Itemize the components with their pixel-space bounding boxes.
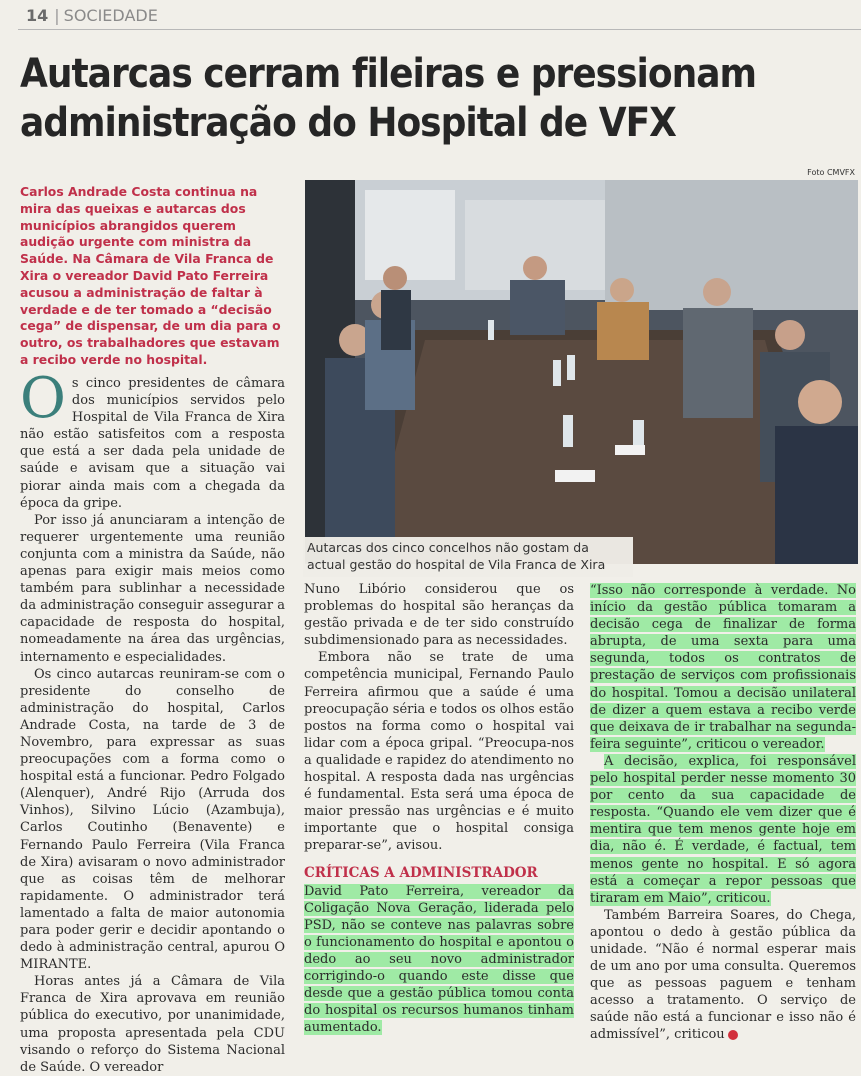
photo-credit: Foto CMVFX xyxy=(807,168,855,177)
article-column-3 xyxy=(590,582,856,1044)
article-paragraph: Também Barreira Soares, do Chega, apontou o dedo à gestão pública da unidade. “Não é normal esperar mais de um ano por uma consulta. Queremos que as pessoas paguem e tenham acesso a tratamento. O serviço de saúde não está a funcionar e isso não é admissível”, criticou xyxy=(590,907,856,1043)
highlighted-text: “Isso não corresponde à verdade. No início da gestão pública tomaram a decisão cega de finalizar de forma abrupta, de uma sexta para uma segunda, todos os contratos de prestação de serviços com profissionais do hospital. Tomou a decisão unilateral de dizer a quem estava a recibo verde que deixava de ir trabalhar na segunda-feira seguinte”, criticou o vereador. xyxy=(590,583,856,752)
article-column-1 xyxy=(20,366,285,1076)
lead-paragraph: Carlos Andrade Costa continua na mira das queixas e autarcas dos municípios abrangidos querem audição urgente com ministra da Saúde. Na Câmara de Vila Franca de Xira o vereador David Pato Ferreira acusou a administração de faltar à verdade e de ter tomado a “decisão cega” de dispensar, de um dia para o outro, os trabalhadores que estavam a recibo verde no hospital. xyxy=(20,184,281,367)
meeting-room-illustration xyxy=(305,180,858,564)
header-rule xyxy=(18,29,861,30)
end-of-article-dot-icon xyxy=(728,1030,738,1040)
article-paragraph: Os cinco presidentes de câmara dos municípios servidos pelo Hospital de Vila Franca de Xira não estão satisfeitos com a resposta que está a ser dada pela unidade de saúde e avisam que a situação vai piorar ainda mais com a chegada da época da gripe. xyxy=(20,366,285,511)
article-paragraph xyxy=(304,883,574,1037)
article-paragraph: Nuno Libório considerou que os problemas do hospital são heranças da gestão privada e de ter sido construído subdimensionado para as necessidades. xyxy=(304,582,574,649)
article-paragraph: Os cinco autarcas reuniram-se com o presidente do conselho de administração do hospital, Carlos Andrade Costa, na tarde de 3 de Novembro, para expressar as suas preocupações com a forma como o hospital está a funcionar. Pedro Folgado (Alenquer), André Rijo (Arruda dos Vinhos), Silvino Lúcio (Azambuja), Carlos Coutinho (Benavente) e Fernando Paulo Ferreira (Vila Franca de Xira) avisaram o novo administrador que as coisas têm de melhorar rapidamente. O administrador terá lamentado a falta de maior autonomia para poder gerir e decidir apontando o dedo à administração central, apurou O MIRANTE. xyxy=(20,666,285,973)
meeting-photo xyxy=(305,180,858,564)
article-column-2 xyxy=(304,581,574,1036)
subheading: CRÍTICAS A ADMINISTRADOR xyxy=(304,864,538,881)
page-header: 14 | SOCIEDADE xyxy=(26,6,158,25)
drop-cap: O xyxy=(20,366,66,431)
headline: Autarcas cerram fileiras e pressionam administração do Hospital de VFX xyxy=(20,51,756,146)
highlighted-text: A decisão, explica, foi responsável pelo hospital perder nesse momento 30 por cento da sua capacidade de resposta. “Quando ele vem dizer que é mentira que tem menos gente hoje em dia, não é. É verdade, é factual, tem menos gente no hospital. E só agora está a começar a repor pessoas que tiraram em Maio”, criticou. xyxy=(590,753,856,906)
article-paragraph: Embora não se trate de uma competência municipal, Fernando Paulo Ferreira afirmou que a saúde é uma preocupação séria e todos os olhos estão postos na forma como o hospital vai lidar com a época gripal. “Preocupa-nos a qualidade e rapidez do atendimento no hospital. A resposta dada nas urgências é fundamental. Esta será uma época de maior pressão nas urgências e é muito importante que o hospital consiga preparar-se”, avisou. xyxy=(304,650,575,854)
article-paragraph xyxy=(590,753,856,907)
page-number: 14 xyxy=(26,6,49,25)
section-name: SOCIEDADE xyxy=(63,6,158,25)
article-paragraph: Horas antes já a Câmara de Vila Franca de Xira aprovava em reunião pública do executivo, por unanimidade, uma proposta apresentada pela CDU visando o reforço do Sistema Nacional de Saúde. O vereador xyxy=(20,974,285,1075)
article-paragraph: Por isso já anunciaram a intenção de requerer urgentemente uma reunião conjunta com a ministra da Saúde, não apenas para exigir mais meios como também para sublinhar a necessidade da administração conseguir assegurar a capacidade de resposta do hospital, nomeadamente na área das urgências, internamento e especialidades. xyxy=(20,512,285,665)
highlighted-text: David Pato Ferreira, vereador da Coligação Nova Geração, liderada pelo PSD, não se conteve nas palavras sobre o funcionamento do hospital e apontou o dedo ao seu novo administrador corrigindo-o quando este disse que desde que a gestão pública tomou conta do hospital os recursos humanos tinham aumentado. xyxy=(304,883,574,1036)
article-paragraph xyxy=(590,582,856,753)
photo-caption: Autarcas dos cinco concelhos não gostam da actual gestão do hospital de Vila Franca de Xira xyxy=(303,537,633,577)
